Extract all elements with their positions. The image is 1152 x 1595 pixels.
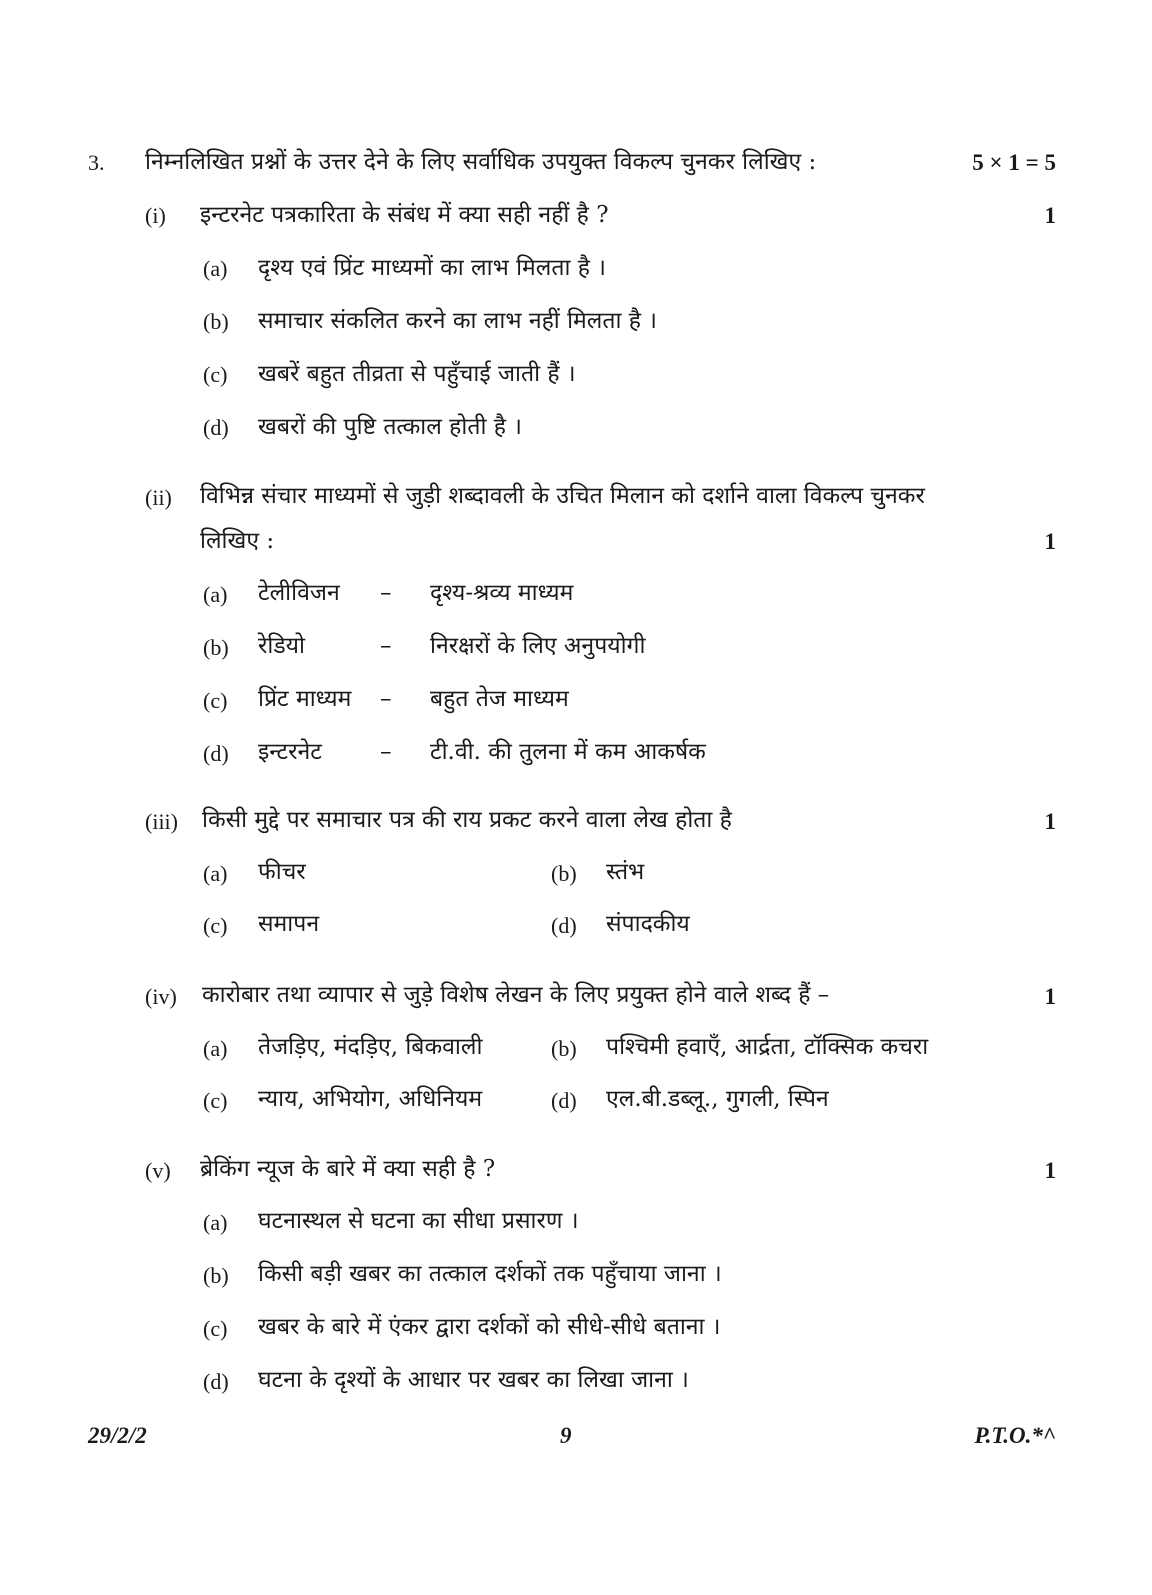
option-label: (c) bbox=[203, 688, 228, 713]
option-text: समापन bbox=[258, 911, 320, 937]
part-label: (ii) bbox=[145, 485, 172, 510]
part-label: (i) bbox=[145, 203, 166, 228]
option-text: पश्चिमी हवाएँ, आर्द्रता, टॉक्सिक कचरा bbox=[606, 1034, 929, 1060]
option-label: (d) bbox=[551, 1088, 577, 1113]
option-label: (d) bbox=[203, 741, 229, 766]
match-dash: – bbox=[380, 739, 392, 765]
match-dash: – bbox=[380, 580, 392, 606]
part-label: (iv) bbox=[145, 984, 177, 1009]
question-total-marks: 5 × 1 = 5 bbox=[972, 150, 1056, 175]
match-right: बहुत तेज माध्यम bbox=[430, 686, 569, 712]
option-text: खबरें बहुत तीव्रता से पहुँचाई जाती हैं । bbox=[258, 361, 576, 387]
option-label: (a) bbox=[203, 1210, 228, 1235]
option-text: खबर के बारे में एंकर द्वारा दर्शकों को सीधे-सीधे बताना । bbox=[258, 1314, 721, 1340]
option-label: (a) bbox=[203, 582, 228, 607]
option-text: स्तंभ bbox=[606, 859, 645, 885]
match-left: टेलीविजन bbox=[258, 580, 340, 606]
option-label: (b) bbox=[203, 1263, 229, 1288]
part-marks: 1 bbox=[1044, 984, 1056, 1009]
option-label: (b) bbox=[551, 861, 577, 886]
part-label: (v) bbox=[145, 1158, 171, 1183]
part-text-line1: विभिन्न संचार माध्यमों से जुड़ी शब्दावली के उचित मिलान को दर्शाने वाला विकल्प चुनकर bbox=[200, 483, 925, 509]
option-label: (b) bbox=[203, 309, 229, 334]
question-instruction: निम्नलिखित प्रश्नों के उत्तर देने के लिए सर्वाधिक उपयुक्त विकल्प चुनकर लिखिए : bbox=[145, 149, 817, 175]
option-label: (c) bbox=[203, 362, 228, 387]
option-label: (d) bbox=[551, 913, 577, 938]
match-right: दृश्य-श्रव्य माध्यम bbox=[430, 580, 574, 606]
option-label: (a) bbox=[203, 861, 228, 886]
part-text: ब्रेकिंग न्यूज के बारे में क्या सही है ? bbox=[200, 1156, 496, 1182]
part-marks: 1 bbox=[1044, 1158, 1056, 1183]
part-marks: 1 bbox=[1044, 203, 1056, 228]
option-label: (c) bbox=[203, 1316, 228, 1341]
option-label: (d) bbox=[203, 415, 229, 440]
match-left: रेडियो bbox=[258, 633, 305, 659]
option-label: (b) bbox=[203, 635, 229, 660]
option-text: न्याय, अभियोग, अधिनियम bbox=[258, 1086, 483, 1112]
option-text: संपादकीय bbox=[606, 911, 690, 937]
option-label: (c) bbox=[203, 913, 228, 938]
option-text: घटना के दृश्यों के आधार पर खबर का लिखा जाना । bbox=[258, 1367, 689, 1393]
option-label: (a) bbox=[203, 256, 228, 281]
option-text: समाचार संकलित करने का लाभ नहीं मिलता है । bbox=[258, 308, 658, 334]
option-label: (c) bbox=[203, 1088, 228, 1113]
match-dash: – bbox=[380, 633, 392, 659]
match-left: प्रिंट माध्यम bbox=[258, 686, 352, 712]
option-text: घटनास्थल से घटना का सीधा प्रसारण । bbox=[258, 1208, 579, 1234]
match-dash: – bbox=[380, 686, 392, 712]
option-text: फीचर bbox=[258, 859, 306, 885]
match-right: टी.वी. की तुलना में कम आकर्षक bbox=[430, 739, 706, 765]
part-marks: 1 bbox=[1044, 529, 1056, 554]
option-text: एल.बी.डब्लू., गुगली, स्पिन bbox=[606, 1086, 829, 1112]
pto-marker: P.T.O.*^ bbox=[974, 1423, 1056, 1448]
option-text: दृश्य एवं प्रिंट माध्यमों का लाभ मिलता है । bbox=[258, 255, 607, 281]
option-label: (d) bbox=[203, 1369, 229, 1394]
option-text: खबरों की पुष्टि तत्काल होती है । bbox=[258, 414, 522, 440]
option-text: तेजड़िए, मंदड़िए, बिकवाली bbox=[258, 1034, 483, 1060]
part-text: इन्टरनेट पत्रकारिता के संबंध में क्या सही नहीं है ? bbox=[200, 202, 609, 228]
part-text: कारोबार तथा व्यापार से जुड़े विशेष लेखन के लिए प्रयुक्त होने वाले शब्द हैं – bbox=[202, 982, 830, 1008]
part-marks: 1 bbox=[1044, 809, 1056, 834]
paper-code: 29/2/2 bbox=[88, 1423, 147, 1448]
match-right: निरक्षरों के लिए अनुपयोगी bbox=[430, 633, 646, 659]
part-label: (iii) bbox=[145, 809, 178, 834]
match-left: इन्टरनेट bbox=[258, 739, 322, 765]
question-number: 3. bbox=[88, 150, 105, 175]
part-text: किसी मुद्दे पर समाचार पत्र की राय प्रकट करने वाला लेख होता है bbox=[202, 807, 732, 833]
page-number: 9 bbox=[560, 1423, 572, 1448]
option-label: (a) bbox=[203, 1036, 228, 1061]
option-label: (b) bbox=[551, 1036, 577, 1061]
part-text-line2: लिखिए : bbox=[200, 528, 275, 554]
option-text: किसी बड़ी खबर का तत्काल दर्शकों तक पहुँचाया जाना । bbox=[258, 1261, 722, 1287]
